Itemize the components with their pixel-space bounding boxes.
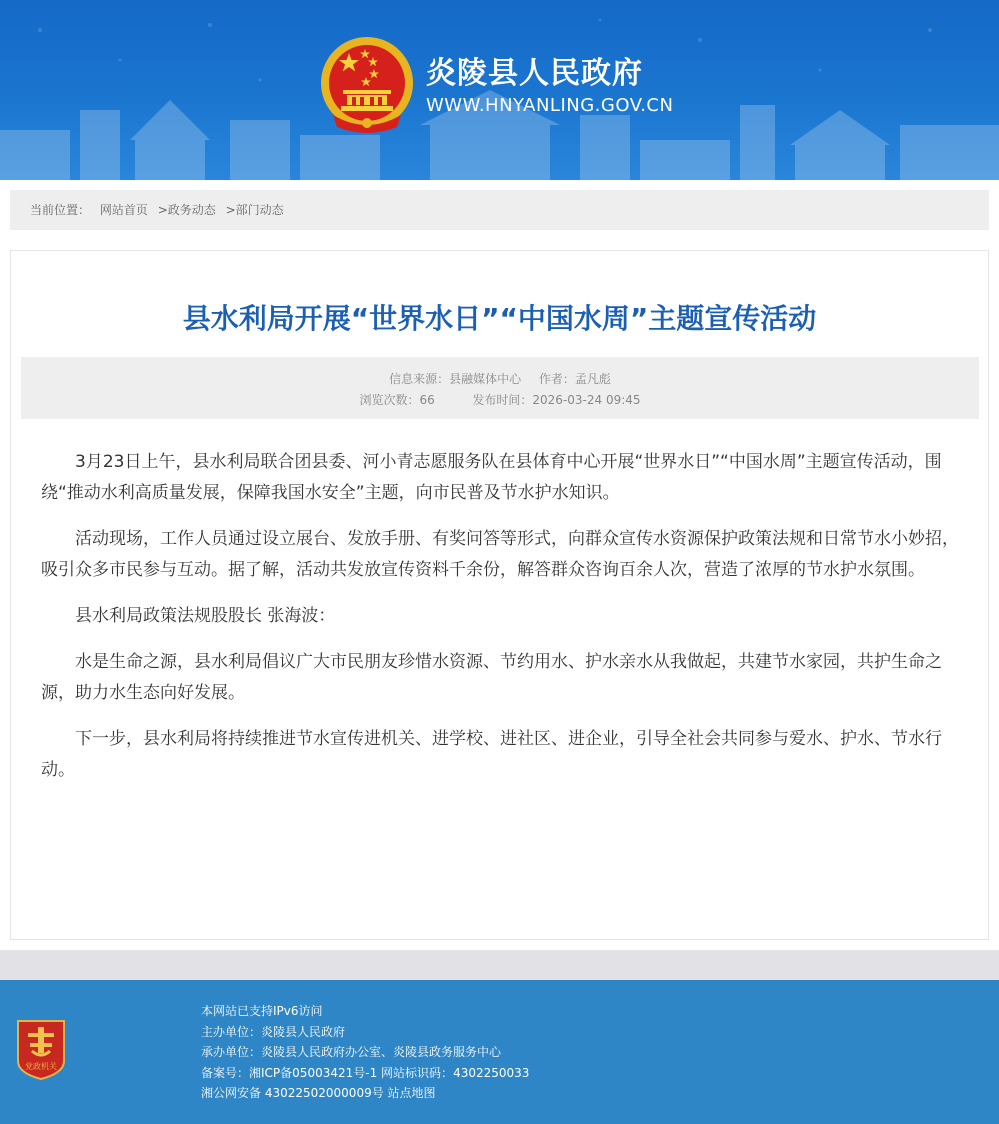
breadcrumb-prefix: 当前位置： (30, 203, 91, 217)
sitemap-link[interactable]: 站点地图 (387, 1086, 436, 1100)
footer-divider (0, 950, 999, 980)
paragraph: 3月23日上午，县水利局联合团县委、河小青志愿服务队在县体育中心开展“世界水日”“中国水周”主题宣传活动，围绕“推动水利高质量发展，保障我国水安全”主题，向市民普及节水护水知识。 (41, 452, 942, 503)
source-value: 县融媒体中心 (449, 372, 522, 386)
organizer-line: 承办单位：炎陵县人民政府办公室、炎陵县政务服务中心 (201, 1045, 502, 1059)
breadcrumb (10, 190, 989, 230)
breadcrumb-department[interactable]: >部门动态 (225, 203, 284, 217)
site-code: 4302250033 (453, 1065, 530, 1080)
ipv6-note: 本网站已支持IPv6访问 (201, 1004, 323, 1018)
article-panel (10, 250, 989, 940)
site-header (0, 0, 999, 180)
icp-line: 备案号：湘ICP备05003421号-1 网站标识码：4302250033 (201, 1065, 530, 1080)
views-value: 66 (419, 393, 435, 407)
site-domain: WWW.HNYANLING.GOV.CN (426, 95, 674, 116)
date-value: 2026-03-24 09:45 (532, 393, 641, 407)
police-line: 湘公网安备 43022502000009号 站点地图 (201, 1086, 436, 1100)
sponsor-line: 主办单位：炎陵县人民政府 (201, 1024, 346, 1039)
badge-text: 党政机关 (25, 1062, 57, 1071)
author-label: 作者： (538, 372, 575, 386)
site-footer (0, 980, 999, 1124)
national-emblem-icon (319, 35, 415, 135)
footer-info (201, 1001, 529, 1104)
views-label: 浏览次数： (359, 393, 420, 407)
source-label: 信息来源： (389, 372, 450, 386)
site-title[interactable]: 炎陵县人民政府 (426, 56, 643, 91)
party-government-badge-icon[interactable] (14, 1017, 68, 1081)
article-title: 县水利局开展“世界水日”“中国水周”主题宣传活动 (182, 302, 817, 335)
paragraph: 下一步，县水利局将持续推进节水宣传进机关、进学校、进社区、进企业，引导全社会共同参与爱水、护水、节水行动。 (41, 729, 942, 780)
police-link[interactable]: 43022502000009号 (264, 1086, 384, 1100)
icp-link[interactable]: 湘ICP备05003421号-1 (249, 1065, 378, 1080)
article-content (41, 447, 959, 801)
article-meta (21, 357, 979, 419)
author-value: 孟凡彪 (574, 372, 611, 386)
paragraph: 县水利局政策法规股股长 张海波： (75, 606, 336, 626)
paragraph: 水是生命之源，县水利局倡议广大市民朋友珍惜水资源、节约用水、护水亲水从我做起，共建节水家园，共护生命之源，助力水生态向好发展。 (41, 652, 942, 703)
paragraph: 活动现场，工作人员通过设立展台、发放手册、有奖问答等形式，向群众宣传水资源保护政策法规和日常节水小妙招，吸引众多市民参与互动。据了解，活动共发放宣传资料千余份，解答群众咨询百余人次，营造了浓厚的节水护水氛围。 (41, 529, 959, 580)
date-label: 发布时间： (472, 393, 533, 407)
breadcrumb-home[interactable]: 网站首页 (99, 203, 148, 217)
breadcrumb-news[interactable]: >政务动态 (157, 203, 216, 217)
